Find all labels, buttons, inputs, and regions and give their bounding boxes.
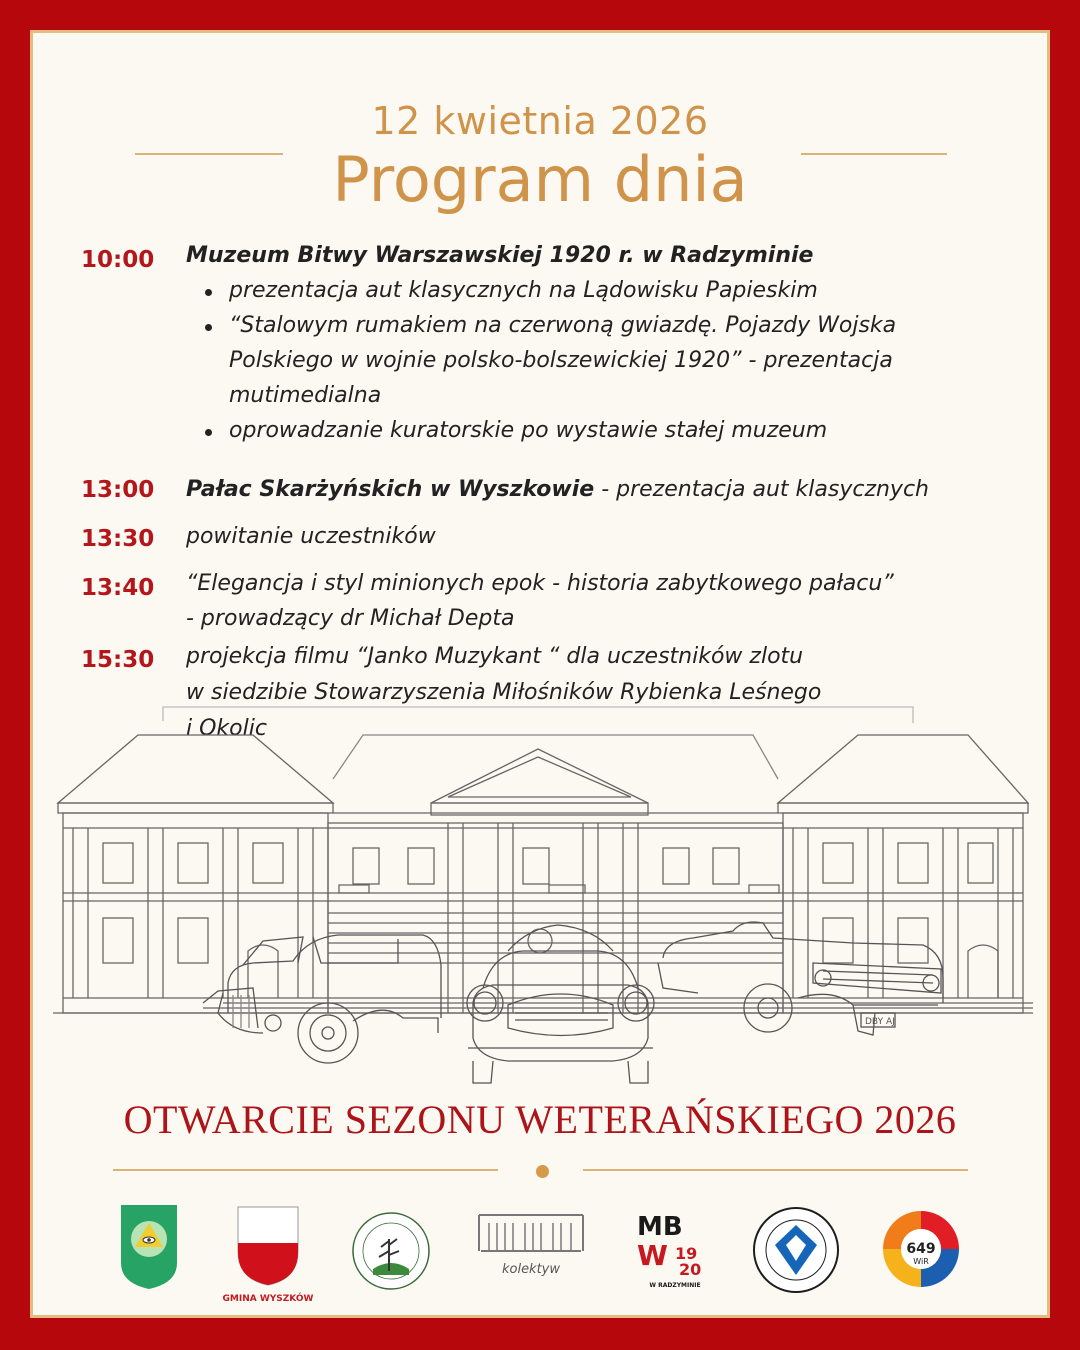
schedule-title-museum <box>186 238 813 273</box>
footer-ornament-dot <box>536 1165 549 1178</box>
mbw-caption: W RADZYMINIE <box>649 1282 701 1289</box>
palace-name: Pałac Skarżyńskich w Wyszkowie <box>186 477 595 502</box>
page-title: Program dnia <box>332 143 748 216</box>
bullet-dot <box>205 429 212 436</box>
mbw-year-bottom: 20 <box>679 1260 702 1279</box>
schedule-time-1000: 10:00 <box>81 247 155 273</box>
car-drawing-left-sedan <box>203 935 441 1063</box>
schedule-time-1300: 13:00 <box>81 477 155 503</box>
mbw-1920-logo <box>635 1211 715 1291</box>
kolektyw-name: kolektyw <box>501 1262 561 1277</box>
schedule-item-lecture-line-2: - prowadzący dr Michał Depta <box>186 606 515 631</box>
schedule-item-film-line-3: i Okolic <box>186 716 267 741</box>
bullet-item-2-line-1: “Stalowym rumakiem na czerwoną gwiazdę. Pojazdy Wojska <box>229 313 897 338</box>
opiekunowie-zabytkow-logo <box>751 1205 841 1295</box>
schedule-item-film-line-2: w siedzibie Stowarzyszenia Miłośników Rybienka Leśnego <box>186 680 822 705</box>
palace-and-cars-illustration <box>53 683 1033 1078</box>
schedule-time-1530: 15:30 <box>81 647 155 673</box>
schedule-time-1330: 13:30 <box>81 526 155 552</box>
gmina-wyszkow-logo <box>222 1205 314 1305</box>
wir-label: WiR <box>913 1257 929 1266</box>
bullet-item-1: prezentacja aut klasycznych na Lądowisku Papieskim <box>229 278 818 303</box>
car-drawing-right-convertible <box>658 922 943 1035</box>
license-plate: DBY AJ <box>865 1017 895 1027</box>
wir-649-logo <box>875 1203 967 1295</box>
poster-card <box>30 30 1050 1318</box>
schedule-item-palace <box>186 472 929 507</box>
palace-description: - prezentacja aut klasycznych <box>594 477 929 502</box>
event-name: OTWARCIE SEZONU WETERAŃSKIEGO 2026 <box>123 1097 957 1142</box>
museum-name: Muzeum Bitwy Warszawskiej 1920 r. w Radzyminie <box>186 243 814 268</box>
gmina-name: GMINA WYSZKÓW <box>222 1294 314 1304</box>
bullet-dot <box>205 289 212 296</box>
kolektyw-logo <box>475 1211 587 1283</box>
event-date: 12 kwietnia 2026 <box>371 99 709 143</box>
footer-rule-left <box>113 1169 498 1171</box>
palace-drawing <box>53 707 1033 1013</box>
schedule-time-1340: 13:40 <box>81 575 155 601</box>
mbw-letters: MB <box>637 1212 683 1242</box>
footer-rule-right <box>583 1169 968 1171</box>
bullet-item-2-line-3: mutimedialna <box>229 383 382 408</box>
car-drawing-center-convertible <box>467 925 654 1083</box>
bullet-item-3: oprowadzanie kuratorskie po wystawie stałej muzeum <box>229 418 828 443</box>
schedule-item-film-line-1: projekcja filmu “Janko Muzykant “ dla uczestników zlotu <box>186 644 804 669</box>
mbw-year-top: 19 <box>675 1244 698 1263</box>
schedule-item-welcome: powitanie uczestników <box>186 524 436 549</box>
wir-number: 649 <box>906 1241 936 1257</box>
bullet-dot <box>205 324 212 331</box>
coat-of-arms-eye-logo <box>119 1203 179 1291</box>
rybienko-association-logo <box>351 1211 431 1291</box>
bullet-item-2-line-2: Polskiego w wojnie polsko-bolszewickiej 1920” - prezentacja <box>229 348 893 373</box>
schedule-item-lecture-line-1: “Elegancja i styl minionych epok - historia zabytkowego pałacu” <box>186 571 894 596</box>
mbw-w: W <box>637 1239 668 1272</box>
